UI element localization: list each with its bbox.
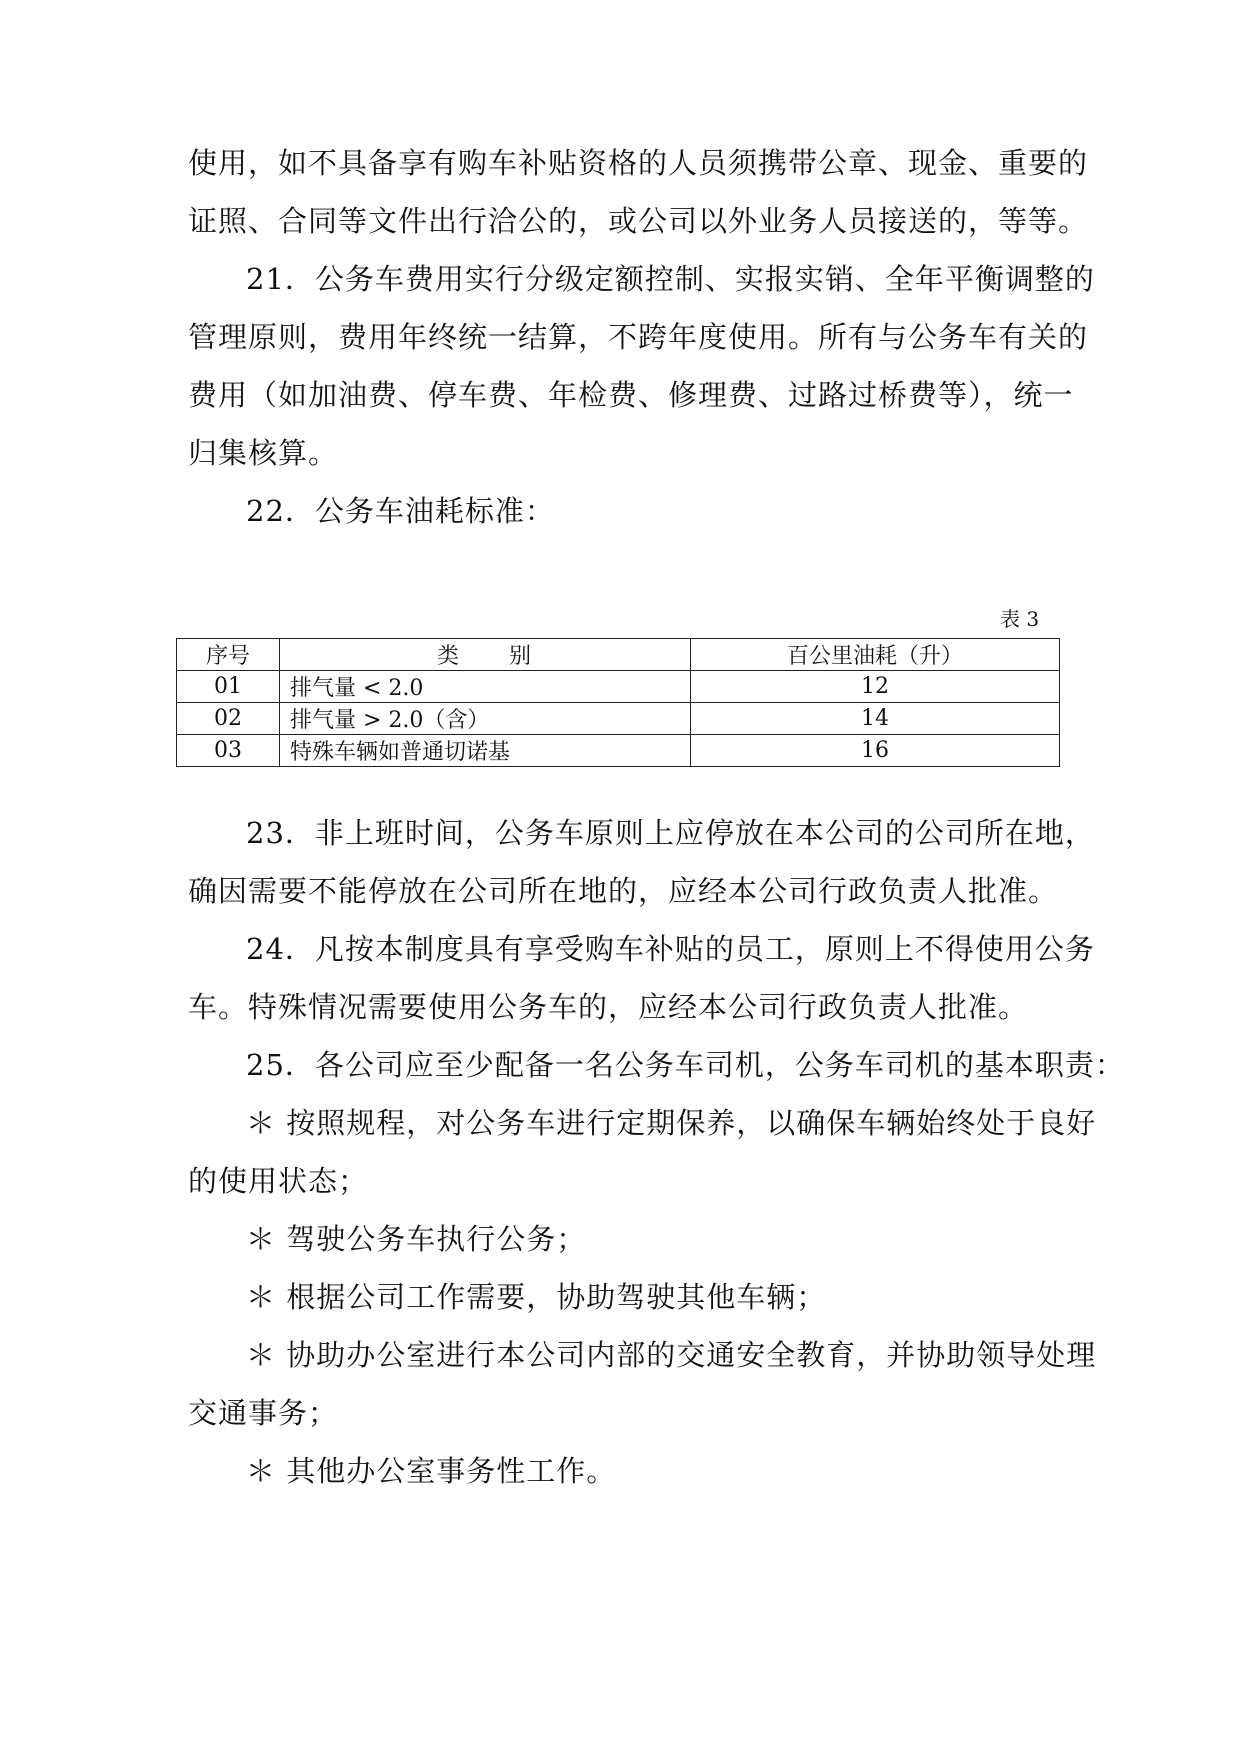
- column-header-consumption: 百公里油耗（升）: [691, 639, 1060, 671]
- cell-category: 特殊车辆如普通切诺基: [280, 735, 691, 767]
- cell-category: 排气量 < 2.0: [280, 671, 691, 703]
- duty-item: ＊ 根据公司工作需要，协助驾驶其他车辆；: [246, 1280, 827, 1314]
- paragraph-line: 交通事务；: [188, 1396, 339, 1430]
- paragraph-22-line: 22．公务车油耗标准：: [246, 494, 555, 528]
- cell-category: 排气量 > 2.0（含）: [280, 703, 691, 735]
- column-header-category: 类 别: [280, 639, 691, 671]
- cell-seq: 02: [177, 703, 280, 735]
- paragraph-line: 车。特殊情况需要使用公务车的，应经本公司行政负责人批准。: [188, 990, 1029, 1024]
- duty-item: ＊ 其他办公室事务性工作。: [246, 1454, 617, 1488]
- table-row: [177, 703, 1060, 735]
- paragraph-21-line: 21．公务车费用实行分级定额控制、实报实销、全年平衡调整的: [246, 262, 1095, 296]
- duty-item: ＊ 按照规程，对公务车进行定期保养，以确保车辆始终处于良好: [246, 1106, 1097, 1140]
- cell-seq: 01: [177, 671, 280, 703]
- fuel-consumption-table: [176, 638, 1060, 767]
- paragraph-line: 费用（如加油费、停车费、年检费、修理费、过路过桥费等），统一: [188, 378, 1074, 412]
- cell-seq: 03: [177, 735, 280, 767]
- table-row: [177, 671, 1060, 703]
- table-header-row: [177, 639, 1060, 671]
- cell-consumption: 16: [691, 735, 1060, 767]
- paragraph-line: 确因需要不能停放在公司所在地的，应经本公司行政负责人批准。: [188, 874, 1059, 908]
- paragraph-line: 使用，如不具备享有购车补贴资格的人员须携带公章、现金、重要的: [188, 146, 1089, 180]
- duty-item: ＊ 协助办公室进行本公司内部的交通安全教育，并协助领导处理: [246, 1338, 1097, 1372]
- paragraph-24-line: 24．凡按本制度具有享受购车补贴的员工，原则上不得使用公务: [246, 932, 1095, 966]
- paragraph-line: 管理原则，费用年终统一结算，不跨年度使用。所有与公务车有关的: [188, 320, 1089, 354]
- paragraph-line: 归集核算。: [188, 436, 339, 470]
- table-caption: 表 3: [1000, 607, 1040, 631]
- paragraph-line: 证照、合同等文件出行洽公的，或公司以外业务人员接送的，等等。: [188, 204, 1089, 238]
- table-row: [177, 735, 1060, 767]
- cell-consumption: 12: [691, 671, 1060, 703]
- paragraph-line: 的使用状态；: [188, 1164, 369, 1198]
- cell-consumption: 14: [691, 703, 1060, 735]
- duty-item: ＊ 驾驶公务车执行公务；: [246, 1222, 587, 1256]
- paragraph-23-line: 23．非上班时间，公务车原则上应停放在本公司的公司所在地，: [246, 816, 1095, 850]
- column-header-seq: 序号: [177, 639, 280, 671]
- paragraph-25-line: 25．各公司应至少配备一名公务车司机，公务车司机的基本职责：: [246, 1048, 1125, 1082]
